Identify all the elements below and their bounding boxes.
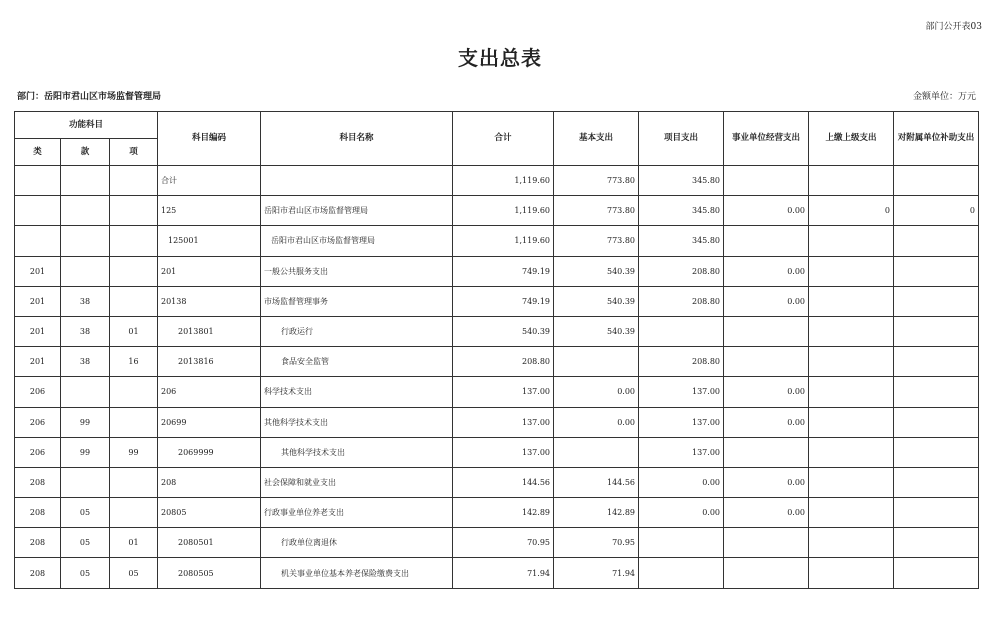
cell-subject-code: 20138 xyxy=(158,286,261,316)
cell-lei xyxy=(15,166,61,196)
header-basic-expenditure: 基本支出 xyxy=(554,112,639,166)
cell-business: 0.00 xyxy=(724,407,809,437)
cell-business: 0.00 xyxy=(724,286,809,316)
cell-upper xyxy=(809,558,894,588)
cell-total: 1,119.60 xyxy=(453,196,554,226)
cell-subsidy xyxy=(894,286,979,316)
cell-project: 208.80 xyxy=(639,347,724,377)
cell-lei: 206 xyxy=(15,377,61,407)
cell-upper xyxy=(809,347,894,377)
cell-business: 0.00 xyxy=(724,196,809,226)
cell-subject-name: 市场监督管理事务 xyxy=(261,286,453,316)
table-row xyxy=(15,226,979,256)
cell-business: 0.00 xyxy=(724,377,809,407)
cell-kuan xyxy=(61,256,110,286)
cell-project xyxy=(639,558,724,588)
header-business-operating-expenditure: 事业单位经营支出 xyxy=(724,112,809,166)
cell-xiang xyxy=(110,377,158,407)
cell-basic xyxy=(554,437,639,467)
table-row xyxy=(15,196,979,226)
cell-upper: 0 xyxy=(809,196,894,226)
cell-subsidy xyxy=(894,437,979,467)
cell-subject-code: 125001 xyxy=(158,226,261,256)
cell-project: 137.00 xyxy=(639,437,724,467)
cell-subsidy xyxy=(894,316,979,346)
header-function-subject: 功能科目 xyxy=(15,112,158,139)
cell-lei: 201 xyxy=(15,316,61,346)
cell-upper xyxy=(809,407,894,437)
cell-total: 70.95 xyxy=(453,528,554,558)
header-lei: 类 xyxy=(15,139,61,166)
cell-subject-name: 机关事业单位基本养老保险缴费支出 xyxy=(261,558,453,588)
cell-kuan xyxy=(61,226,110,256)
cell-subject-name: 社会保障和就业支出 xyxy=(261,467,453,497)
cell-xiang xyxy=(110,407,158,437)
cell-total: 142.89 xyxy=(453,498,554,528)
cell-basic: 0.00 xyxy=(554,377,639,407)
header-upper-level-payment: 上缴上级支出 xyxy=(809,112,894,166)
cell-kuan xyxy=(61,166,110,196)
cell-subject-name: 行政运行 xyxy=(261,316,453,346)
cell-total: 749.19 xyxy=(453,286,554,316)
table-row xyxy=(15,407,979,437)
cell-kuan: 05 xyxy=(61,558,110,588)
cell-upper xyxy=(809,467,894,497)
cell-subsidy xyxy=(894,166,979,196)
cell-subsidy xyxy=(894,467,979,497)
cell-subsidy xyxy=(894,558,979,588)
cell-total: 1,119.60 xyxy=(453,166,554,196)
cell-project: 208.80 xyxy=(639,256,724,286)
cell-xiang xyxy=(110,286,158,316)
cell-subject-name: 行政事业单位养老支出 xyxy=(261,498,453,528)
cell-upper xyxy=(809,256,894,286)
cell-subject-code: 2080501 xyxy=(158,528,261,558)
cell-business: 0.00 xyxy=(724,498,809,528)
cell-lei: 201 xyxy=(15,347,61,377)
cell-total: 540.39 xyxy=(453,316,554,346)
cell-xiang: 99 xyxy=(110,437,158,467)
cell-subsidy xyxy=(894,407,979,437)
table-row xyxy=(15,558,979,588)
cell-subject-name: 其他科学技术支出 xyxy=(261,407,453,437)
cell-kuan xyxy=(61,467,110,497)
cell-subsidy xyxy=(894,377,979,407)
cell-project xyxy=(639,316,724,346)
cell-project: 345.80 xyxy=(639,196,724,226)
cell-basic: 142.89 xyxy=(554,498,639,528)
table-row xyxy=(15,347,979,377)
cell-lei xyxy=(15,196,61,226)
cell-project: 137.00 xyxy=(639,407,724,437)
cell-project: 345.80 xyxy=(639,226,724,256)
table-row xyxy=(15,437,979,467)
cell-kuan: 38 xyxy=(61,286,110,316)
cell-basic: 773.80 xyxy=(554,196,639,226)
cell-upper xyxy=(809,528,894,558)
cell-subject-code: 201 xyxy=(158,256,261,286)
cell-kuan: 05 xyxy=(61,528,110,558)
cell-lei: 208 xyxy=(15,528,61,558)
cell-subject-code: 208 xyxy=(158,467,261,497)
cell-project: 0.00 xyxy=(639,498,724,528)
cell-upper xyxy=(809,498,894,528)
cell-subsidy xyxy=(894,347,979,377)
header-total: 合计 xyxy=(453,112,554,166)
cell-xiang: 01 xyxy=(110,528,158,558)
cell-basic: 773.80 xyxy=(554,226,639,256)
cell-xiang xyxy=(110,256,158,286)
cell-subsidy xyxy=(894,528,979,558)
cell-subject-name: 行政单位离退休 xyxy=(261,528,453,558)
cell-upper xyxy=(809,166,894,196)
cell-upper xyxy=(809,377,894,407)
cell-total: 137.00 xyxy=(453,407,554,437)
table-row xyxy=(15,528,979,558)
cell-business xyxy=(724,226,809,256)
cell-subsidy: 0 xyxy=(894,196,979,226)
table-row xyxy=(15,316,979,346)
cell-subject-code: 2069999 xyxy=(158,437,261,467)
cell-project: 137.00 xyxy=(639,377,724,407)
cell-basic: 540.39 xyxy=(554,316,639,346)
cell-xiang xyxy=(110,196,158,226)
table-row xyxy=(15,166,979,196)
cell-xiang xyxy=(110,498,158,528)
header-kuan: 款 xyxy=(61,139,110,166)
table-row xyxy=(15,256,979,286)
cell-kuan: 38 xyxy=(61,316,110,346)
cell-total: 144.56 xyxy=(453,467,554,497)
cell-basic: 540.39 xyxy=(554,256,639,286)
cell-subject-name: 一般公共服务支出 xyxy=(261,256,453,286)
cell-project: 345.80 xyxy=(639,166,724,196)
cell-kuan: 05 xyxy=(61,498,110,528)
cell-subject-code: 2080505 xyxy=(158,558,261,588)
cell-upper xyxy=(809,437,894,467)
expenditure-table xyxy=(14,111,979,589)
cell-total: 137.00 xyxy=(453,377,554,407)
cell-total: 71.94 xyxy=(453,558,554,588)
cell-subject-name xyxy=(261,166,453,196)
cell-business xyxy=(724,347,809,377)
cell-business xyxy=(724,528,809,558)
table-row xyxy=(15,286,979,316)
cell-lei: 208 xyxy=(15,558,61,588)
cell-lei: 201 xyxy=(15,256,61,286)
table-row xyxy=(15,467,979,497)
cell-basic: 71.94 xyxy=(554,558,639,588)
cell-xiang: 05 xyxy=(110,558,158,588)
cell-upper xyxy=(809,226,894,256)
cell-xiang: 16 xyxy=(110,347,158,377)
cell-basic: 773.80 xyxy=(554,166,639,196)
cell-subject-name: 其他科学技术支出 xyxy=(261,437,453,467)
cell-subject-code: 2013801 xyxy=(158,316,261,346)
cell-project: 208.80 xyxy=(639,286,724,316)
cell-total: 749.19 xyxy=(453,256,554,286)
cell-lei: 208 xyxy=(15,467,61,497)
cell-subsidy xyxy=(894,256,979,286)
cell-business xyxy=(724,437,809,467)
cell-kuan xyxy=(61,196,110,226)
cell-subject-code: 合计 xyxy=(158,166,261,196)
cell-basic: 540.39 xyxy=(554,286,639,316)
cell-subject-code: 2013816 xyxy=(158,347,261,377)
cell-subject-code: 20699 xyxy=(158,407,261,437)
cell-subject-name: 科学技术支出 xyxy=(261,377,453,407)
cell-lei: 206 xyxy=(15,437,61,467)
cell-project: 0.00 xyxy=(639,467,724,497)
cell-kuan xyxy=(61,377,110,407)
cell-basic xyxy=(554,347,639,377)
cell-subsidy xyxy=(894,498,979,528)
table-row xyxy=(15,377,979,407)
cell-subsidy xyxy=(894,226,979,256)
cell-xiang: 01 xyxy=(110,316,158,346)
cell-xiang xyxy=(110,467,158,497)
cell-kuan: 99 xyxy=(61,437,110,467)
cell-xiang xyxy=(110,166,158,196)
cell-project xyxy=(639,528,724,558)
cell-subject-code: 20805 xyxy=(158,498,261,528)
table-row xyxy=(15,498,979,528)
cell-lei: 208 xyxy=(15,498,61,528)
cell-subject-code: 206 xyxy=(158,377,261,407)
department-label: 部门：岳阳市君山区市场监督管理局 xyxy=(17,92,162,102)
cell-kuan: 99 xyxy=(61,407,110,437)
cell-lei: 206 xyxy=(15,407,61,437)
form-code: 部门公开表03 xyxy=(925,22,982,32)
header-subject-code: 科目编码 xyxy=(158,112,261,166)
cell-subject-name: 岳阳市君山区市场监督管理局 xyxy=(261,196,453,226)
amount-unit-label: 金额单位：万元 xyxy=(912,92,976,102)
header-subject-name: 科目名称 xyxy=(261,112,453,166)
header-xiang: 项 xyxy=(110,139,158,166)
cell-business: 0.00 xyxy=(724,256,809,286)
cell-kuan: 38 xyxy=(61,347,110,377)
cell-business: 0.00 xyxy=(724,467,809,497)
header-project-expenditure: 项目支出 xyxy=(639,112,724,166)
page-title: 支出总表 xyxy=(458,46,542,70)
cell-total: 208.80 xyxy=(453,347,554,377)
cell-upper xyxy=(809,316,894,346)
cell-total: 137.00 xyxy=(453,437,554,467)
cell-lei: 201 xyxy=(15,286,61,316)
cell-total: 1,119.60 xyxy=(453,226,554,256)
cell-basic: 144.56 xyxy=(554,467,639,497)
cell-subject-name: 岳阳市君山区市场监督管理局 xyxy=(261,226,453,256)
cell-business xyxy=(724,558,809,588)
cell-business xyxy=(724,166,809,196)
cell-lei xyxy=(15,226,61,256)
cell-upper xyxy=(809,286,894,316)
cell-subject-code: 125 xyxy=(158,196,261,226)
header-affiliate-subsidy: 对附属单位补助支出 xyxy=(894,112,979,166)
cell-subject-name: 食品安全监管 xyxy=(261,347,453,377)
cell-xiang xyxy=(110,226,158,256)
cell-basic: 70.95 xyxy=(554,528,639,558)
cell-business xyxy=(724,316,809,346)
cell-basic: 0.00 xyxy=(554,407,639,437)
